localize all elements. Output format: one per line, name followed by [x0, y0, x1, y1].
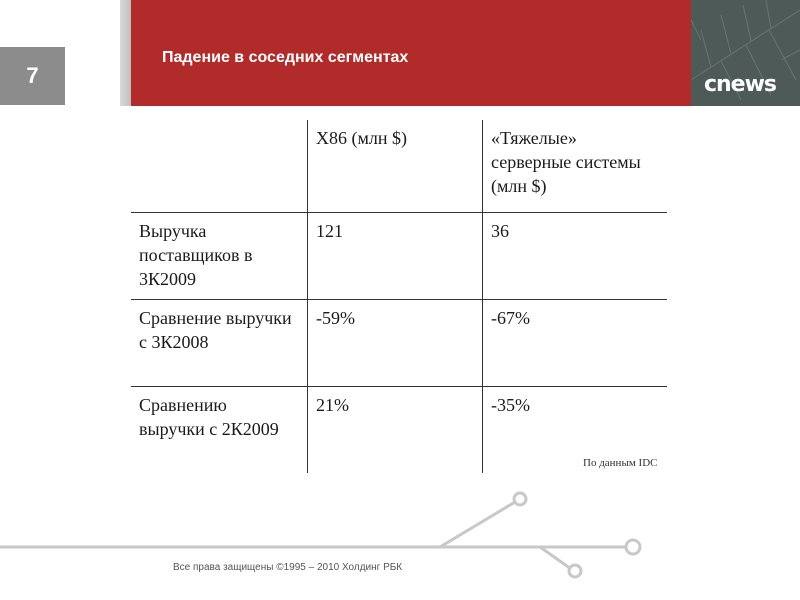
cnews-logo: cnews [703, 72, 777, 97]
column-header: X86 (млн $) [308, 120, 483, 213]
source-note: По данным IDC [583, 457, 658, 469]
row-label: Сравнению выручки с 2К2009 [131, 387, 308, 474]
row-label: Выручка поставщиков в 3К2009 [131, 213, 308, 300]
column-header: «Тяжелые» серверные системы (млн $) [483, 120, 668, 213]
footer-copyright: Все права защищены ©1995 – 2010 Холдинг РБК [173, 562, 403, 573]
table-cell: 21% [308, 387, 483, 474]
table-cell: -59% [308, 300, 483, 387]
slide-title: Падение в соседних сегментах [162, 49, 409, 66]
table-cell: -67% [483, 300, 668, 387]
slide-number: 7 [26, 63, 39, 88]
table-cell: -35% [483, 387, 668, 474]
table-cell: 121 [308, 213, 483, 300]
row-label: Сравнение выручки с 3К2008 [131, 300, 308, 387]
table-cell: 36 [483, 213, 668, 300]
